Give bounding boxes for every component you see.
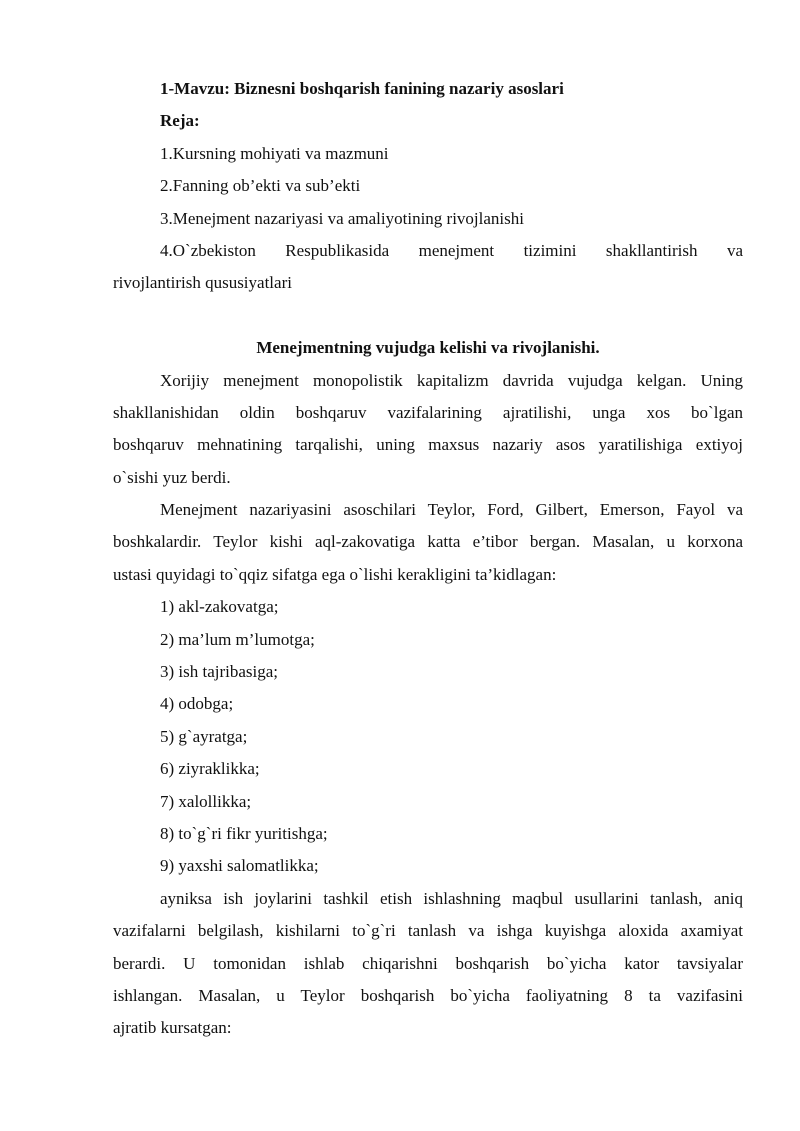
paragraph-line: o`sishi yuz berdi. — [113, 467, 231, 487]
plan-item-4-line2: rivojlantirish qususiyatlari — [113, 273, 292, 293]
paragraph-line: Menejment nazariyasini asoschilari Teylor, Ford, Gilbert, Emerson, Fayol va — [160, 500, 743, 520]
list-item: 5) g`ayratga; — [160, 726, 248, 746]
document-page — [113, 73, 743, 1045]
plan-label: Reja: — [160, 111, 200, 131]
list-item: 8) to`g`ri fikr yuritishga; — [160, 823, 328, 843]
section-heading: Menejmentning vujudga kelishi va rivojlanishi. — [256, 338, 600, 358]
paragraph-line: vazifalarni belgilash, kishilarni to`g`ri tanlash va ishga kuyishga aloxida axamiyat — [113, 921, 743, 941]
paragraph-line: boshqaruv mehnatining tarqalishi, uning maxsus nazariy asos yaratilishiga extiyoj — [113, 435, 743, 455]
list-item: 6) ziyraklikka; — [160, 759, 260, 779]
paragraph-line: ayniksa ish joylarini tashkil etish ishlashning maqbul usullarini tanlash, aniq — [160, 888, 743, 908]
list-item: 3) ish tajribasiga; — [160, 662, 279, 682]
list-item: 9) yaxshi salomatlikka; — [160, 856, 319, 876]
paragraph-line: ustasi quyidagi to`qqiz sifatga ega o`lishi kerakligini ta’kidlagan: — [113, 564, 557, 584]
list-item: 7) xalollikka; — [160, 791, 252, 811]
document-title: 1-Mavzu: Biznesni boshqarish fanining nazariy asoslari — [160, 79, 564, 98]
paragraph-line: ajratib kursatgan: — [113, 1018, 232, 1038]
paragraph-line: berardi. U tomonidan ishlab chiqarishni boshqarish bo`yicha kator tavsiyalar — [113, 953, 743, 973]
plan-item: 2.Fanning ob’ekti va sub’ekti — [160, 176, 361, 196]
plan-item-4-line1: 4.O`zbekiston Respublikasida menejment tizimini shakllantirish va — [160, 240, 743, 260]
paragraph-line: Xorijiy menejment monopolistik kapitalizm davrida vujudga kelgan. Uning — [160, 370, 743, 390]
paragraph-line: boshkalardir. Teylor kishi aql-zakovatiga katta e’tibor bergan. Masalan, u korxona — [113, 532, 743, 552]
plan-item: 3.Menejment nazariyasi va amaliyotining rivojlanishi — [160, 208, 524, 228]
plan-item: 1.Kursning mohiyati va mazmuni — [160, 143, 389, 163]
list-item: 1) akl-zakovatga; — [160, 597, 279, 617]
list-item: 4) odobga; — [160, 694, 234, 714]
spacer — [113, 300, 743, 332]
list-item: 2) ma’lum m’lumotga; — [160, 629, 315, 649]
paragraph-line: ishlangan. Masalan, u Teylor boshqarish bo`yicha faoliyatning 8 ta vazifasini — [113, 985, 743, 1005]
paragraph-line: shakllanishidan oldin boshqaruv vazifalarining ajratilishi, unga xos bo`lgan — [113, 402, 743, 422]
